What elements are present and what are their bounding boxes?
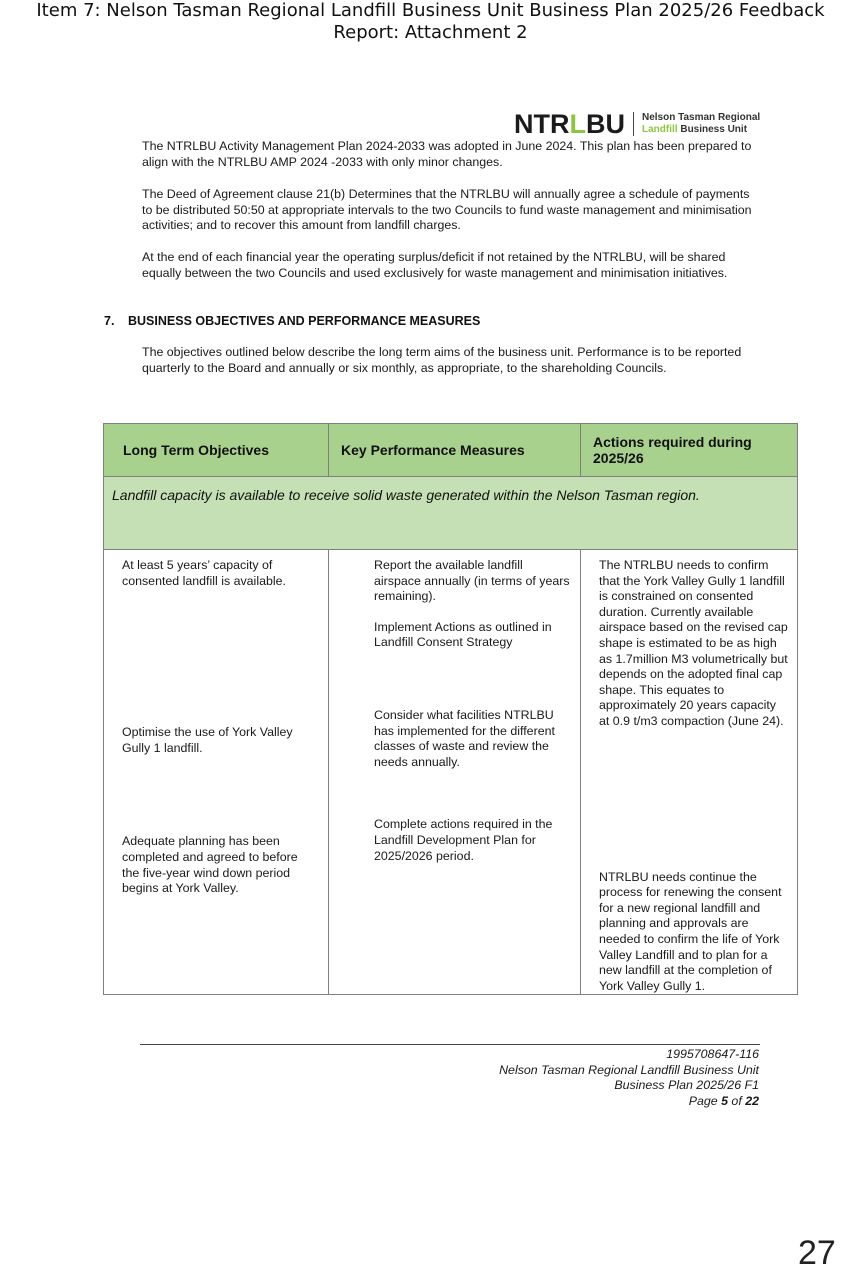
page-footer — [499, 1047, 759, 1109]
section-number: 7. — [104, 314, 115, 328]
agenda-page-number: 27 — [798, 1234, 836, 1272]
logo-prefix: NTR — [514, 108, 570, 139]
section-heading — [104, 314, 480, 328]
table-header-row — [104, 424, 798, 477]
logo-wordmark — [514, 109, 625, 140]
table-header-kpm: Key Performance Measures — [329, 424, 581, 477]
logo-suffix: BU — [586, 108, 625, 139]
header-line-1: Item 7: Nelson Tasman Regional Landfill Business Unit Business Plan 2025/26 Feedback — [36, 0, 825, 21]
kpm-development-plan: Complete actions required in the Landfill Development Plan for 2025/2026 period. — [374, 817, 553, 863]
objectives-table — [103, 423, 798, 995]
footer-plan: Business Plan 2025/26 F1 — [614, 1078, 759, 1093]
objective-capacity: At least 5 years’ capacity of consented landfill is available. — [122, 558, 286, 588]
section-intro: The objectives outlined below describe the long term aims of the business unit. Performance is to be reported quarterly to the Board and annually or six monthly, as appropriate, to the shareholding Councils. — [142, 345, 742, 375]
section-title: BUSINESS OBJECTIVES AND PERFORMANCE MEASURES — [128, 314, 481, 328]
footer-page-current: 5 — [721, 1093, 728, 1108]
header-line-2: Report: Attachment 2 — [333, 22, 528, 43]
logo-divider — [633, 112, 634, 136]
objective-planning: Adequate planning has been completed and agreed to before the five-year wind down period begins at York Valley. — [122, 834, 298, 896]
footer-page-label: Page — [688, 1093, 722, 1108]
table-header-actions: Actions required during 2025/26 — [581, 424, 798, 477]
action-renew-consent: NTRLBU needs continue the process for renewing the consent for a new regional landfill and planning and approvals are needed to confirm the life of York Valley Landfill and to plan for a new landfill at the completion of York Valley Gully 1. — [599, 869, 782, 993]
logo-subtitle-line2 — [642, 124, 760, 136]
logo-subtitle — [642, 112, 760, 136]
kpm-consent-strategy: Implement Actions as outlined in Landfill Consent Strategy — [374, 619, 552, 650]
objective-band: Landfill capacity is available to receive solid waste generated within the Nelson Tasman region. — [104, 477, 798, 550]
paragraph-deed: The Deed of Agreement clause 21(b) Determines that the NTRLBU will annually agree a schedule of payments to be distributed 50:50 at appropriate intervals to the two Councils to fund waste management and minimisation activities; and to recover this amount from landfill charges. — [142, 187, 752, 233]
kpm-facilities: Consider what facilities NTRLBU has implemented for the different classes of waste and review the needs annually. — [374, 707, 555, 769]
table-row — [104, 550, 798, 995]
table-band-row — [104, 477, 798, 550]
logo-subtitle-accent: Landfill — [642, 124, 678, 135]
logo-subtitle-line1: Nelson Tasman Regional — [642, 112, 761, 123]
footer-page — [499, 1094, 759, 1110]
paragraph-surplus: At the end of each financial year the operating surplus/deficit if not retained by the NTRLBU, will be shared equally between the two Councils and used exclusively for waste management and minimisation initiatives. — [142, 250, 728, 280]
objectives-cell — [104, 550, 329, 995]
footer-page-total: 22 — [745, 1093, 759, 1108]
kpm-report-airspace: Report the available landfill airspace annually (in terms of years remaining). — [374, 558, 570, 604]
action-confirm-capacity: The NTRLBU needs to confirm that the York Valley Gully 1 landfill is constrained on consented duration. Currently available airspace based on the revised cap shape is estimated to be as high as 1.7million M3 volumetrically but depends on the adopted final cap shape. This equates to approximately 20 years capacity at 0.9 t/m3 compaction (June 24). — [599, 558, 788, 728]
paragraph-amp: The NTRLBU Activity Management Plan 2024-2033 was adopted in June 2024. This plan has been prepared to align with the NTRLBU AMP 2024 -2033 with only minor changes. — [142, 139, 752, 169]
ntrlbu-logo — [514, 110, 760, 138]
actions-cell — [581, 550, 798, 995]
footer-rule — [140, 1044, 760, 1045]
logo-accent: L — [569, 108, 586, 139]
table-header-objectives: Long Term Objectives — [104, 424, 329, 477]
footer-doc-id: 1995708647-116 — [666, 1047, 759, 1061]
footer-page-of: of — [727, 1093, 746, 1108]
footer-org: Nelson Tasman Regional Landfill Business Unit — [499, 1062, 759, 1077]
logo-subtitle-rest: Business Unit — [677, 124, 748, 135]
kpm-cell — [329, 550, 581, 995]
document-header — [0, 0, 861, 44]
objective-optimise: Optimise the use of York Valley Gully 1 landfill. — [122, 725, 293, 755]
